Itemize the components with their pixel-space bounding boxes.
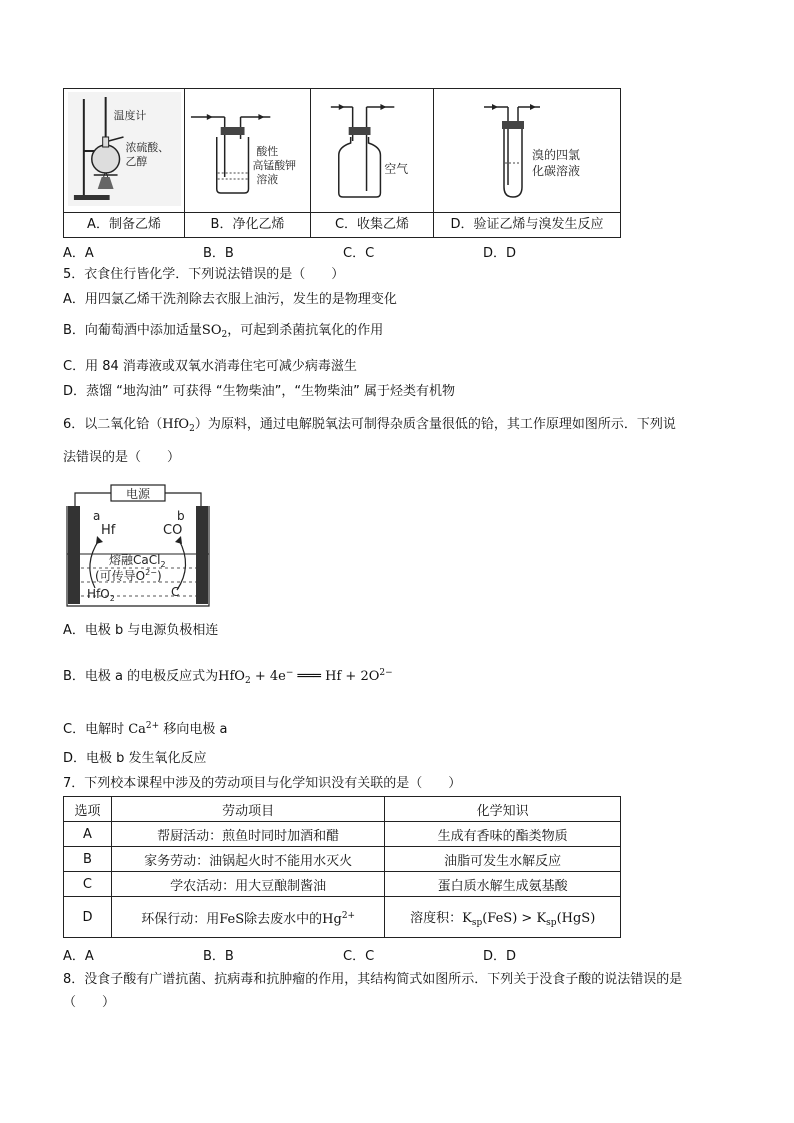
- solution-label-3: 溶液: [256, 172, 279, 187]
- q7-cell-option: D: [64, 897, 112, 938]
- table-row: [64, 822, 621, 847]
- electrolysis-diagram: [65, 484, 211, 608]
- apparatus-table: [63, 88, 621, 238]
- q7-options: [63, 945, 623, 963]
- solution-label-2: 高锰酸钾: [252, 158, 297, 173]
- q7-cell-knowledge: 油脂可发生水解反应: [385, 847, 621, 872]
- table-row: [64, 847, 621, 872]
- q5-b-text-end: ，可起到杀菌抗氧化的作用: [227, 323, 384, 338]
- hfo2-label: HfO$_2$: [87, 587, 115, 603]
- apparatus-caption-d: D．验证乙烯与溴发生反应: [434, 212, 620, 237]
- electrolyte-label: 熔融CaCl$_2$: [109, 553, 166, 569]
- air-label: 空气: [384, 161, 409, 177]
- electrode-a-label: a: [93, 509, 101, 523]
- q7-cell-option: C: [64, 872, 112, 897]
- table-row: [64, 897, 621, 938]
- q7-stem: 7．下列校本课程中涉及的劳动项目与化学知识没有关联的是（ ）: [63, 776, 462, 791]
- q7-header-knowledge: 化学知识: [385, 797, 621, 822]
- q6-stem-line2: 法错误的是（ ）: [63, 450, 181, 465]
- q7-cell-option: B: [64, 847, 112, 872]
- power-supply-label: 电源: [125, 487, 151, 501]
- q7-cell-knowledge: 生成有香味的酯类物质: [385, 822, 621, 847]
- bromine-test-figure: [434, 89, 620, 212]
- q8-stem-line2: （ ）: [63, 995, 116, 1010]
- q7-option-d[interactable]: D．D: [483, 949, 517, 964]
- q7-option-c[interactable]: C．C: [343, 949, 375, 964]
- q7-cell-knowledge: 溶度积：$K_{sp}(FeS) > K_{sp}(HgS)$: [385, 897, 621, 938]
- q7-cell-labor: 学农活动：用大豆酿制酱油: [111, 872, 384, 897]
- q4-options: [63, 242, 623, 260]
- q5-stem: 5．衣食住行皆化学．下列说法错误的是（ ）: [63, 267, 345, 282]
- apparatus-cell-a: [64, 89, 185, 237]
- gas-washing-bottle-figure: [185, 89, 310, 212]
- q6-option-d[interactable]: D．电极 b 发生氧化反应: [63, 751, 207, 766]
- q7-cell-labor: 家务劳动：油锅起火时不能用水灭火: [111, 847, 384, 872]
- electrode-b-label: b: [177, 509, 185, 523]
- q7-cell-labor: 帮厨活动：煎鱼时同时加酒和醋: [111, 822, 384, 847]
- ethylene-preparation-figure: [64, 89, 184, 212]
- thermometer-label: 温度计: [113, 108, 147, 123]
- q7-table: [63, 796, 621, 938]
- solution-label-1: 酸性: [256, 144, 279, 159]
- apparatus-caption-b: B．净化乙烯: [185, 212, 310, 237]
- q7-cell-labor: 环保行动：用FeS除去废水中的$Hg^{2+}$: [111, 897, 384, 938]
- apparatus-caption-c: C．收集乙烯: [311, 212, 433, 237]
- q7-option-a[interactable]: A．A: [63, 949, 94, 964]
- q7-cell-option: A: [64, 822, 112, 847]
- q5-option-a[interactable]: A．用四氯乙烯干洗剂除去衣服上油污，发生的是物理变化: [63, 292, 397, 307]
- q7-option-b[interactable]: B．B: [203, 949, 234, 964]
- apparatus-caption-a: A．制备乙烯: [64, 212, 184, 237]
- q7-cell-knowledge: 蛋白质水解生成氨基酸: [385, 872, 621, 897]
- gas-collection-figure: [311, 89, 433, 212]
- q7-header-option: 选项: [64, 797, 112, 822]
- q7-header-labor: 劳动项目: [111, 797, 384, 822]
- bromine-label-2: 化碳溶液: [532, 164, 581, 178]
- apparatus-cell-b: [185, 89, 311, 237]
- q6-option-a[interactable]: A．电极 b 与电源负极相连: [63, 623, 219, 638]
- product-hf-label: Hf: [101, 523, 116, 538]
- q6-stem: 6．以二氧化铪（HfO$_2$）为原料，通过电解脱氧法可制得杂质含量很低的铪，其工作原理如图所示．下列说: [63, 417, 676, 434]
- q6-option-b[interactable]: B．电极 a 的电极反应式为HfO$_2$ + 4e− ═══ $Hf + 2O^{2-}$: [63, 668, 393, 686]
- q5-option-b[interactable]: [63, 322, 383, 344]
- carbon-label: C: [171, 585, 180, 599]
- reagent-label-2: 乙醇: [125, 154, 148, 169]
- q4-option-c[interactable]: C．C: [343, 246, 375, 261]
- apparatus-cell-d: [434, 89, 620, 237]
- q4-option-d[interactable]: D．D: [483, 246, 517, 261]
- q4-option-b[interactable]: B．B: [203, 246, 234, 261]
- bromine-label-1: 溴的四氯: [532, 148, 581, 162]
- product-co-label: CO: [163, 523, 183, 538]
- q5-b-formula: $SO_2$: [201, 323, 228, 340]
- q5-option-d[interactable]: D．蒸馏 “地沟油” 可获得 “生物柴油”，“生物柴油” 属于烃类有机物: [63, 384, 455, 399]
- q8-stem: 8．没食子酸有广谱抗菌、抗病毒和抗肿瘤的作用，其结构简式如图所示．下列关于没食子酸的说法错误的是: [63, 972, 683, 987]
- apparatus-cell-c: [311, 89, 434, 237]
- q5-b-text: B．向葡萄酒中添加适量: [63, 323, 202, 338]
- reagent-label-1: 浓硫酸、: [125, 140, 170, 155]
- q6-option-c[interactable]: C．电解时 $Ca^{2+}$ 移向电极 a: [63, 721, 228, 737]
- oxide-ion-label: (可传导$O^{2-}$): [95, 568, 162, 583]
- q4-option-a[interactable]: A．A: [63, 246, 94, 261]
- q5-option-c[interactable]: C．用 84 消毒液或双氧水消毒住宅可减少病毒滋生: [63, 359, 357, 374]
- table-row: [64, 872, 621, 897]
